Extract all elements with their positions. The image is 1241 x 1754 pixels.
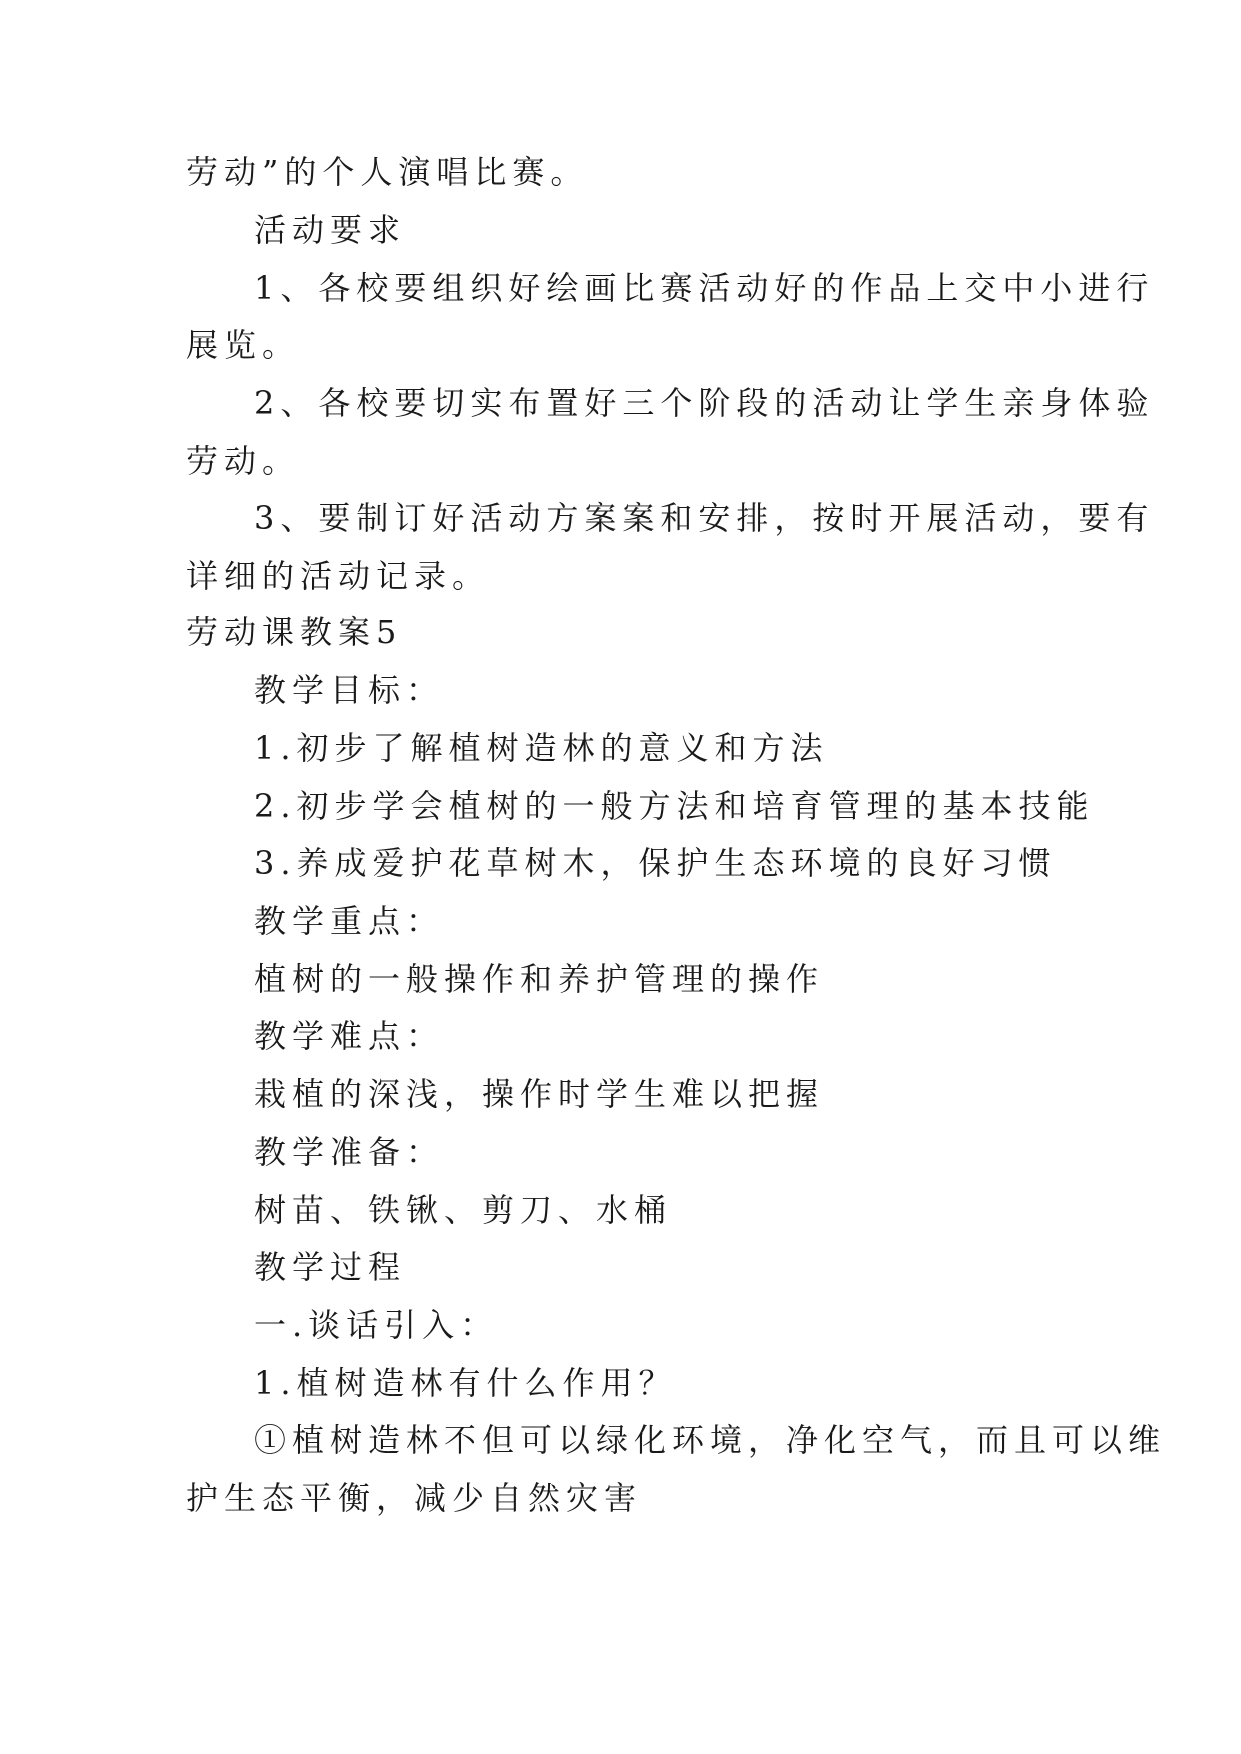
text-line: 详细的活动记录。: [186, 557, 491, 595]
text-line: 植树的一般操作和养护管理的操作: [254, 960, 825, 998]
text-line: 护生态平衡，减少自然灾害: [186, 1479, 643, 1517]
text-line: 一.谈话引入：: [254, 1306, 499, 1344]
text-line: 劳动。: [186, 442, 301, 480]
text-line: 教学难点：: [254, 1017, 445, 1055]
text-line: 树苗、铁锹、剪刀、水桶: [254, 1191, 673, 1229]
text-line: 教学目标：: [254, 671, 445, 709]
text-line: 活动要求: [254, 211, 407, 249]
text-line: 教学过程: [254, 1248, 407, 1286]
text-line: ①植树造林不但可以绿化环境，净化空气，而且可以维: [254, 1421, 1167, 1459]
text-line: 3、要制订好活动方案案和安排，按时开展活动，要有: [254, 499, 1155, 537]
section-heading: 劳动课教案5: [186, 613, 403, 651]
text-line: 栽植的深浅，操作时学生难以把握: [254, 1075, 825, 1113]
text-line: 展览。: [186, 326, 301, 364]
text-line: 1.植树造林有什么作用？: [254, 1364, 677, 1402]
text-line: 3.养成爱护花草树木，保护生态环境的良好习惯: [254, 844, 1057, 882]
text-line: 2、各校要切实布置好三个阶段的活动让学生亲身体验: [254, 384, 1155, 422]
text-line: 1、各校要组织好绘画比赛活动好的作品上交中小进行: [254, 269, 1155, 307]
text-line: 教学准备：: [254, 1133, 445, 1171]
text-line: 1.初步了解植树造林的意义和方法: [254, 729, 829, 767]
text-line: 教学重点：: [254, 902, 445, 940]
text-line: 2.初步学会植树的一般方法和培育管理的基本技能: [254, 787, 1095, 825]
text-line: 劳动”的个人演唱比赛。: [186, 153, 589, 191]
